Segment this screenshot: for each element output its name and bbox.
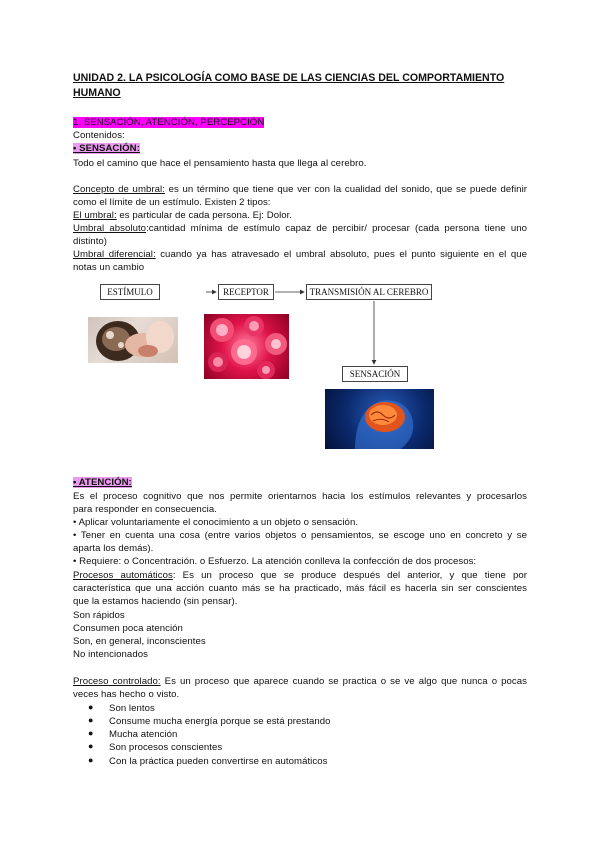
procesos-automaticos-line-3: que la estamos haciendo (sin pensar).: [73, 596, 238, 607]
butterfly-hand-image: [88, 317, 178, 363]
red-cells-image: [204, 314, 289, 379]
document-title-line-2: HUMANO: [73, 87, 121, 99]
proceso-controlado-line-2: veces has hecho o visto.: [73, 689, 180, 700]
atencion-p3-line-1: • Tener en cuenta una cosa (entre varios objetos o pensamientos, se escoge uno en concreto y se: [73, 530, 527, 541]
umbral-concept-line-2: como el límite de un estímulo. Existen 2 tipos:: [73, 197, 271, 208]
atencion-p1-line-1: Es el proceso cognitivo que nos permite orientarnos hacia los estímulos relevantes y procesarlos: [73, 491, 527, 502]
atencion-p2: • Aplicar voluntariamente el conocimiento a un objeto o sensación.: [73, 517, 359, 528]
umbral-absoluto-label: Umbral absoluto: [73, 223, 147, 234]
brain-image: [325, 389, 434, 449]
auto-list-item: Consumen poca atención: [73, 623, 183, 634]
el-umbral-text: es particular de cada persona. Ej: Dolor.: [116, 210, 293, 221]
atencion-p3-line-2: aparta los demás).: [73, 543, 154, 554]
auto-list-item: Son rápidos: [73, 610, 125, 621]
umbral-concept-label: Concepto de umbral:: [73, 184, 165, 195]
diagram-box-estimulo: ESTÍMULO: [100, 284, 160, 300]
auto-list-item: No intencionados: [73, 649, 148, 660]
atencion-p4: • Requiere: o Concentración. o Esfuerzo. La atención conlleva la confección de dos procesos:: [73, 556, 477, 567]
bullet-dot-icon: ●: [88, 741, 94, 751]
bullet-dot-icon: ●: [88, 702, 94, 712]
proceso-controlado-text: Es un proceso que aparece cuando se practica o se ve algo que nunca o pocas: [160, 676, 527, 687]
atencion-p1-line-2: para responder en consecuencia.: [73, 504, 217, 515]
ctrl-list-item: Son procesos conscientes: [109, 742, 223, 753]
bullet-dot-icon: ●: [88, 755, 94, 765]
umbral-concept-text: es un término que tiene que ver con la cualidad del sonido, que se puede definir: [164, 184, 527, 195]
ctrl-list-item: Con la práctica pueden convertirse en automáticos: [109, 756, 328, 767]
proceso-controlado-label: Proceso controlado:: [73, 676, 161, 687]
diagram-box-sensacion: SENSACIÓN: [342, 366, 408, 382]
diagram-box-receptor: RECEPTOR: [218, 284, 274, 300]
procesos-automaticos-label: Procesos automáticos: [73, 570, 173, 581]
umbral-diferencial-text: cuando ya has atravesado el umbral absoluto, pues el punto siguiente en el que: [155, 249, 527, 260]
umbral-absoluto-text: :cantidad mínima de estímulo capaz de percibir/ procesar (cada persona tiene uno: [146, 223, 527, 234]
sensacion-intro: Todo el camino que hace el pensamiento hasta que llega al cerebro.: [73, 158, 367, 169]
umbral-diferencial-line-2: notas un cambio: [73, 262, 145, 273]
ctrl-list-item: Consume mucha energía porque se está prestando: [109, 716, 331, 727]
ctrl-list-item: Son lentos: [109, 703, 155, 714]
atencion-heading: [73, 476, 132, 489]
document-title-line-1: UNIDAD 2. LA PSICOLOGÍA COMO BASE DE LAS CIENCIAS DEL COMPORTAMIENTO: [73, 72, 505, 84]
auto-list-item: Son, en general, inconscientes: [73, 636, 206, 647]
umbral-diferencial-label: Umbral diferencial:: [73, 249, 156, 260]
bullet-dot-icon: ●: [88, 715, 94, 725]
sensacion-heading-text: • SENSACIÓN:: [73, 143, 140, 154]
section-heading-text: 1. SENSACIÓN, ATENCIÓN, PERCEPCIÓN: [73, 117, 265, 128]
el-umbral-label: El umbral:: [73, 210, 117, 221]
bullet-dot-icon: ●: [88, 728, 94, 738]
contenidos-label: Contenidos:: [73, 130, 125, 141]
proceso-controlado-line-1: [73, 675, 527, 688]
atencion-heading-text: • ATENCIÓN:: [73, 477, 132, 488]
ctrl-list-item: Mucha atención: [109, 729, 178, 740]
procesos-automaticos-line-2: característica que una acción cuanto más se ha practicado, más fácil es hacerla sin ser conscientes: [73, 583, 527, 594]
umbral-absoluto-line-2: distinto): [73, 236, 108, 247]
procesos-automaticos-text: : Es un proceso que se produce después del anterior, y que tiene por: [172, 570, 528, 581]
procesos-automaticos-line-1: [73, 569, 527, 582]
diagram-box-transmision: TRANSMISIÓN AL CEREBRO: [306, 284, 432, 300]
